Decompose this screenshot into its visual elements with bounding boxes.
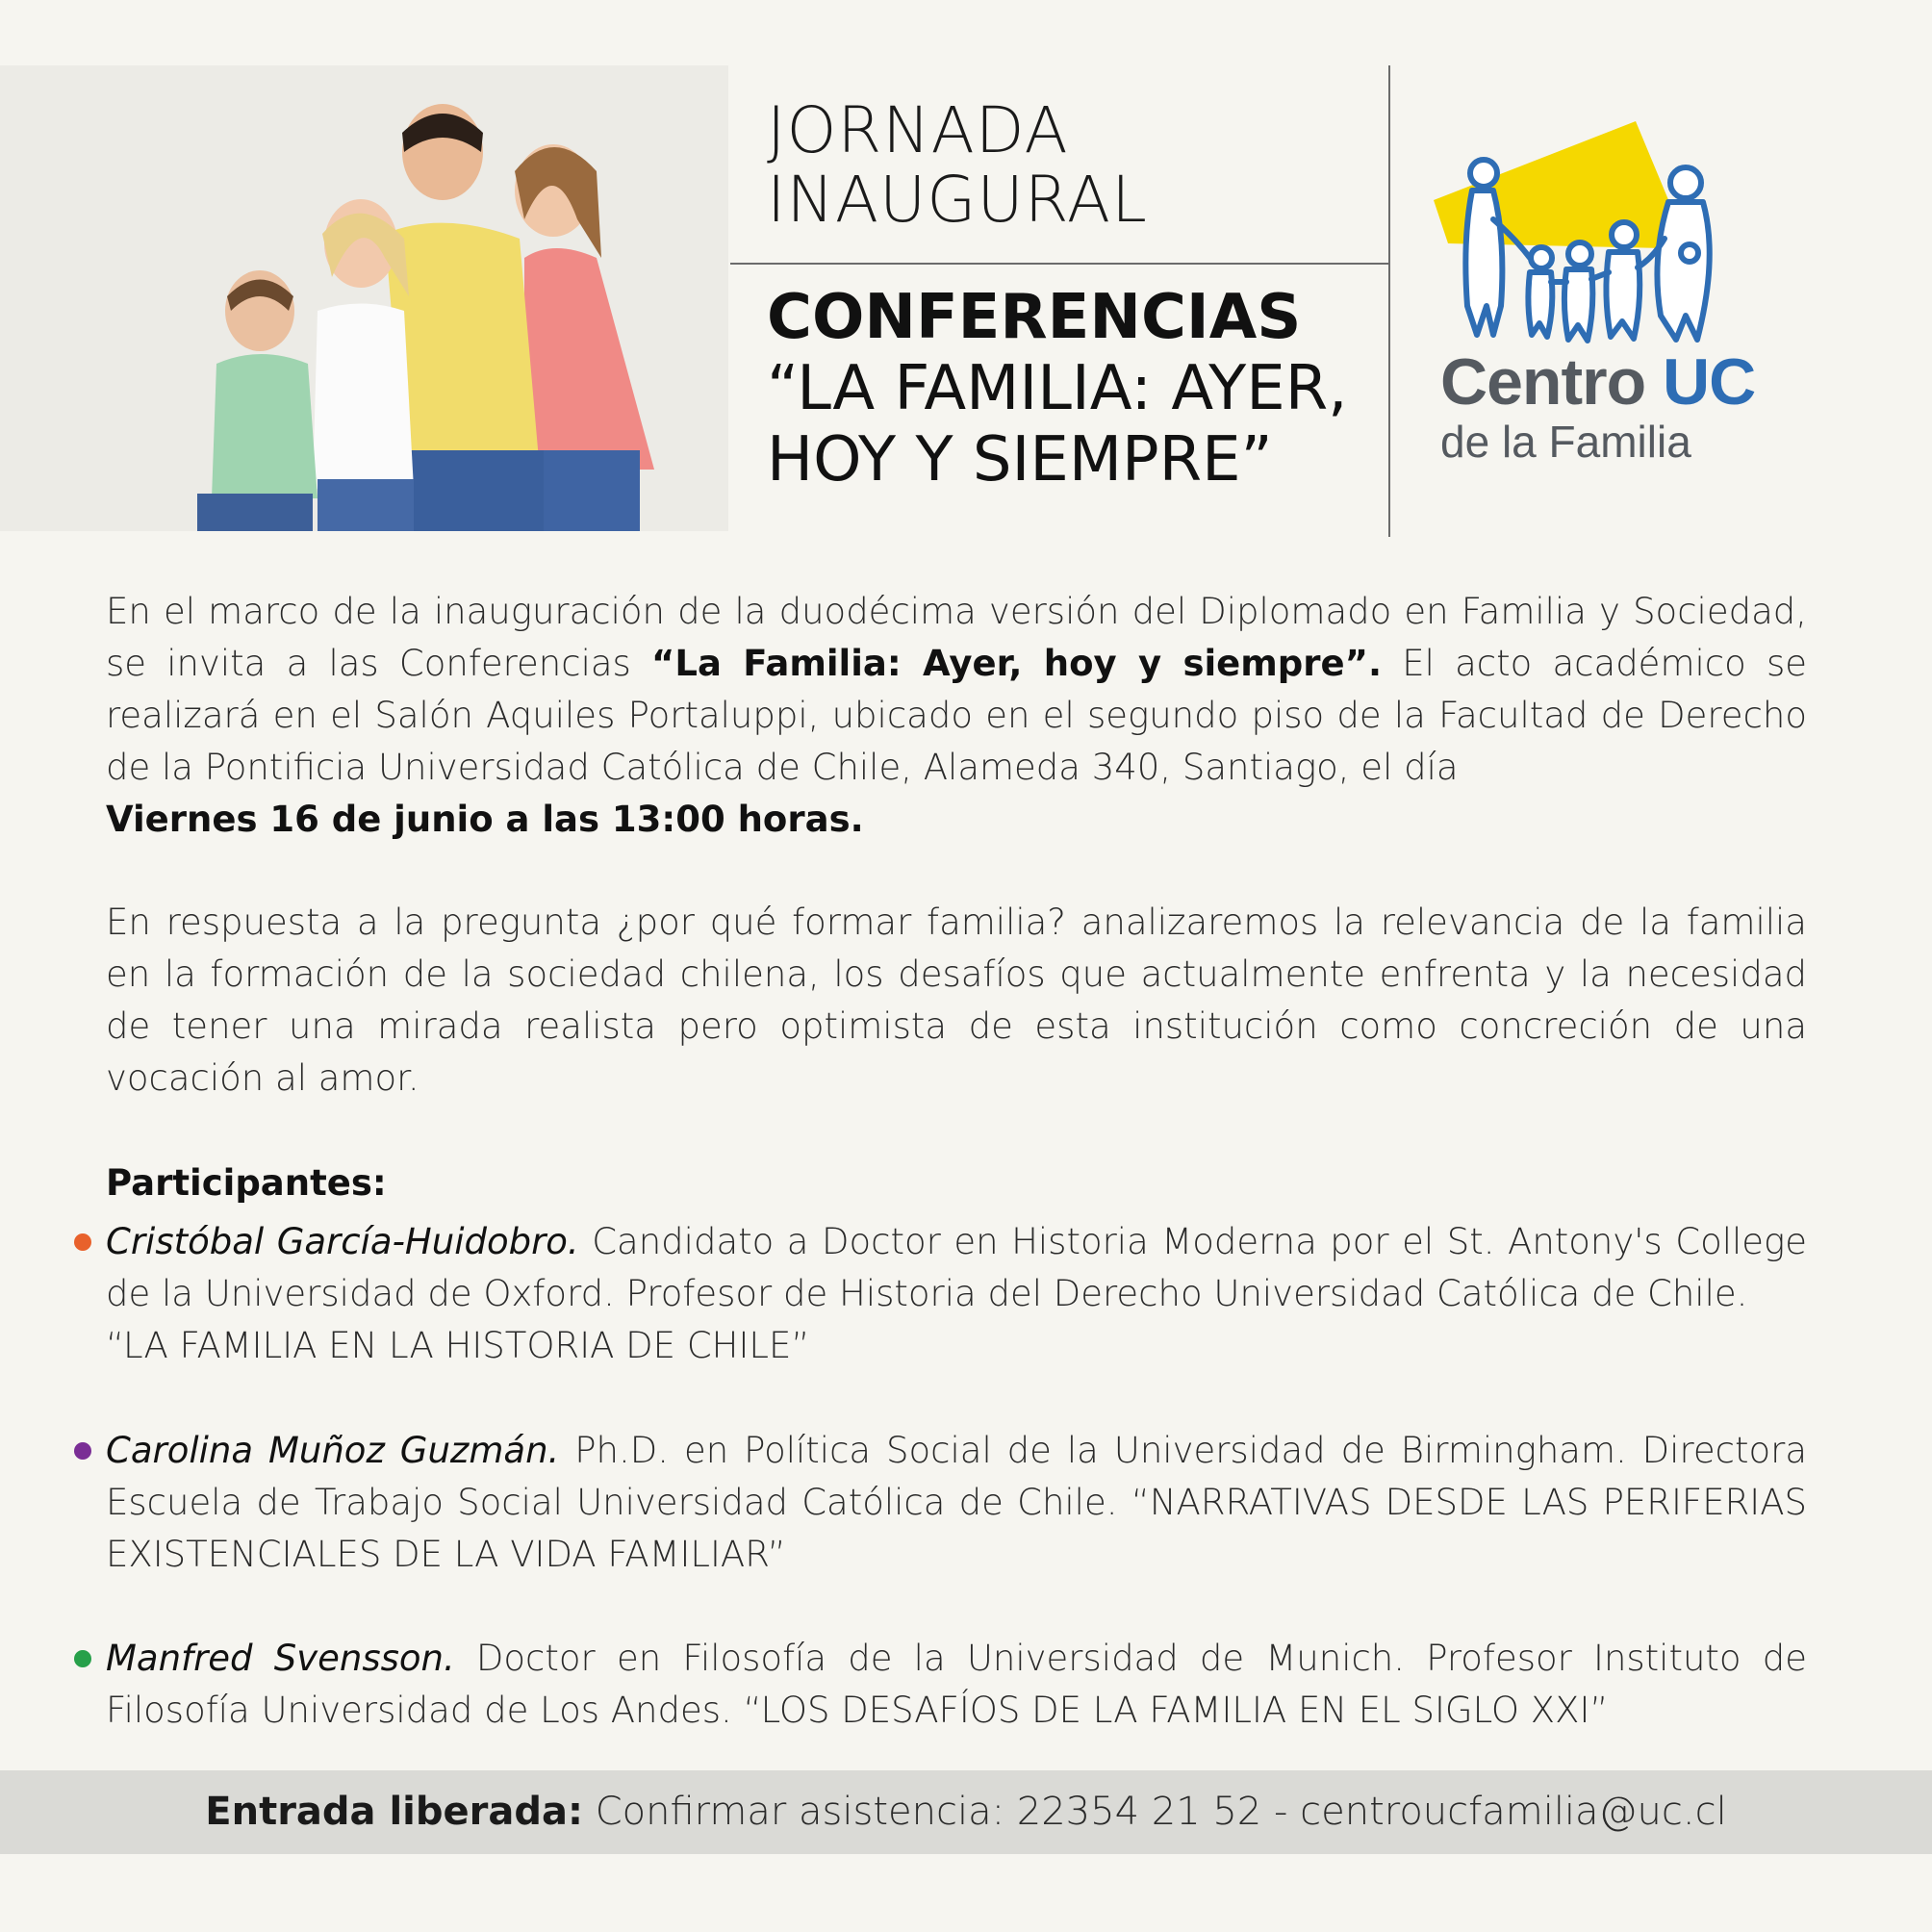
participant-item (106, 1633, 1807, 1737)
intro-text-before: En el marco de la inauguración de la duodécima versión del Diplomado en Familia y Sociedad, se invita a las Conferencias (106, 591, 1807, 684)
footer-lead: Entrada liberada: (205, 1790, 583, 1834)
participant-bullet-green (74, 1650, 91, 1667)
participant-bullet-orange (74, 1233, 91, 1251)
intro-bold-title: “La Familia: Ayer, hoy y siempre”. (651, 643, 1383, 684)
event-kicker (767, 93, 1392, 237)
participant-bio: Doctor en Filosofía de la Universidad de Munich. Profesor Instituto de Filosofía Universidad de Los Andes. “LOS DESAFÍOS DE LA FAMILIA EN EL SIGLO XXI” (106, 1638, 1808, 1731)
logo-wordmark (1440, 344, 1755, 419)
kicker-line-2: INAUGURAL (767, 163, 1148, 237)
participant-item (106, 1425, 1807, 1581)
horizontal-divider (730, 263, 1388, 265)
participant-bio: Ph.D. en Política Social de la Universidad de Birmingham. Directora Escuela de Trabajo Social Universidad Católica de Chile. “NARRATIVAS DESDE LAS PERIFERIAS EXISTENCIALES DE LA VIDA FAMILIAR” (106, 1430, 1807, 1575)
footer-bar (0, 1770, 1932, 1854)
intro-paragraph (106, 586, 1807, 846)
conference-title (767, 353, 1402, 496)
conference-title-line-2: HOY Y SIEMPRE” (767, 424, 1273, 496)
family-photo (0, 65, 728, 531)
participants-heading: Participantes: (106, 1162, 387, 1204)
participant-name: Manfred Svensson. (106, 1638, 455, 1679)
participant-name: Carolina Muñoz Guzmán. (106, 1430, 560, 1471)
event-date: Viernes 16 de junio a las 13:00 horas. (106, 799, 864, 840)
logo-wordmark-uc: UC (1663, 345, 1756, 419)
footer-contact: Confirmar asistencia: 22354 21 52 - centroucfamilia@uc.cl (582, 1790, 1727, 1834)
participant-bullet-purple (74, 1442, 91, 1460)
description-paragraph: En respuesta a la pregunta ¿por qué formar familia? analizaremos la relevancia de la familia en la formación de la sociedad chilena, los desafíos que actualmente enfrenta y la necesidad de tener una mirada realista pero optimista de esta institución como concreción de una vocación al amor. (106, 902, 1807, 1099)
kicker-line-1: JORNADA (767, 93, 1069, 167)
participant-talk: “LA FAMILIA EN LA HISTORIA DE CHILE” (106, 1325, 810, 1366)
participant-item (106, 1216, 1807, 1372)
conference-title-line-1: “LA FAMILIA: AYER, (767, 353, 1348, 424)
intro-text-after: El acto académico se realizará en el Salón Aquiles Portaluppi, ubicado en el segundo piso de la Facultad de Derecho de la Pontificia Universidad Católica de Chile, Alameda 340, Santiago, el día (106, 643, 1808, 788)
participant-bio: Candidato a Doctor en Historia Moderna por el St. Antony's College de la Universidad de Oxford. Profesor de Historia del Derecho Universidad Católica de Chile. (106, 1221, 1807, 1314)
logo-wordmark-centro: Centro (1440, 345, 1646, 419)
participant-name: Cristóbal García-Huidobro. (106, 1221, 579, 1262)
conference-label: CONFERENCIAS (767, 282, 1302, 353)
logo-subtitle: de la Familia (1440, 417, 1691, 467)
